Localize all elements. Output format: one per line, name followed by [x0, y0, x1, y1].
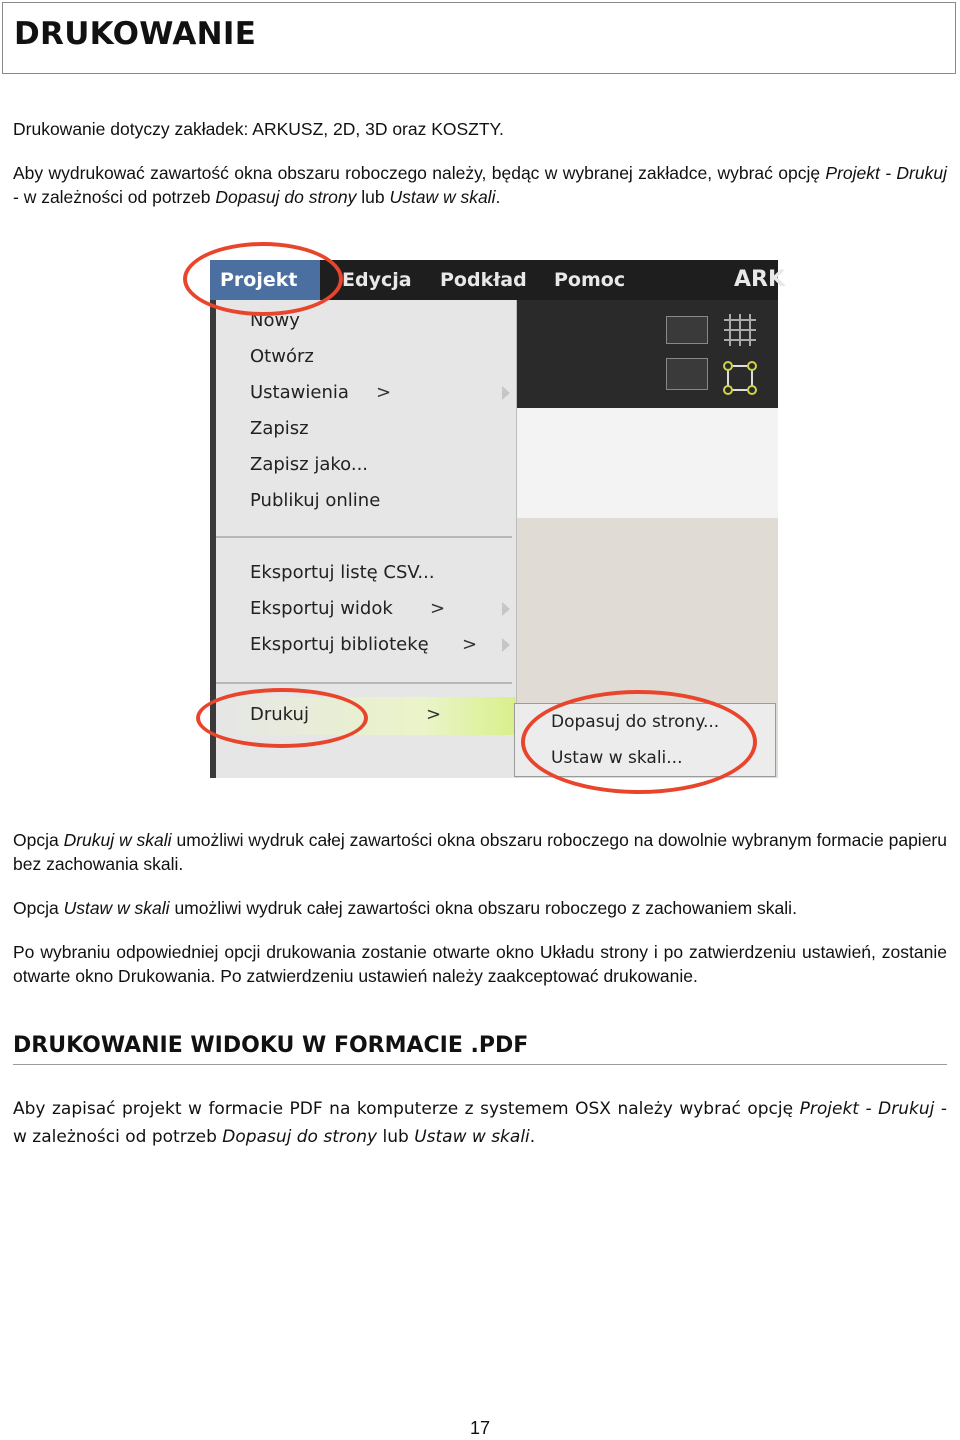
- submenu-item-dopasuj[interactable]: Dopasuj do strony...: [551, 712, 720, 732]
- highlight-ring-projekt: [183, 242, 343, 316]
- paragraph-drukuj-w-skali: [13, 828, 947, 876]
- menu-item-publikuj[interactable]: Publikuj online: [250, 490, 381, 511]
- text-run: .: [529, 1127, 536, 1147]
- menu-projekt[interactable]: Projekt: [210, 260, 320, 300]
- text-run: - w zależności od potrzeb: [13, 1099, 947, 1147]
- text-run: Aby zapisać projekt w formacie PDF na komputerze z systemem OSX należy wybrać opcję: [13, 1099, 800, 1119]
- menu-podklad[interactable]: Podkład: [440, 269, 527, 291]
- menu-item-drukuj[interactable]: Drukuj: [250, 704, 309, 725]
- menu-pomoc[interactable]: Pomoc: [554, 269, 626, 291]
- menu-item-otworz[interactable]: Otwórz: [250, 346, 314, 367]
- page-number: 17: [469, 1418, 491, 1438]
- toolbar: [510, 300, 778, 408]
- text-run: Opcja: [13, 830, 64, 850]
- submenu-arrow: >: [462, 634, 478, 655]
- italic-run: Projekt - Drukuj: [799, 1099, 935, 1119]
- menu-item-eksport-csv[interactable]: Eksportuj listę CSV...: [250, 562, 435, 583]
- italic-run: Ustaw w skali: [389, 187, 496, 207]
- menu-separator: [216, 682, 512, 684]
- menu-edycja[interactable]: Edycja: [342, 269, 412, 291]
- text-run: - w zależności od potrzeb: [13, 187, 216, 207]
- italic-run: Projekt - Drukuj: [825, 163, 947, 183]
- submenu-arrow: >: [376, 382, 392, 403]
- menu-item-ustawienia[interactable]: Ustawienia: [250, 382, 349, 403]
- italic-run: Ustaw w skali: [414, 1127, 530, 1147]
- menu-separator: [216, 536, 512, 538]
- italic-run: Dopasuj do strony: [222, 1127, 378, 1147]
- menu-item-zapisz-jako[interactable]: Zapisz jako...: [250, 454, 369, 475]
- italic-run: Dopasuj do strony: [215, 187, 357, 207]
- text-run: Opcja: [13, 898, 64, 918]
- section-heading-pdf: DRUKOWANIE WIDOKU W FORMACIE .PDF: [13, 1033, 947, 1065]
- menu-item-zapisz[interactable]: Zapisz: [250, 418, 309, 439]
- text-run: lub: [377, 1127, 415, 1147]
- stepper-tool[interactable]: [666, 316, 708, 344]
- arrows-tool[interactable]: [666, 358, 708, 390]
- menu-item-nowy[interactable]: Nowy: [250, 310, 300, 331]
- text-run: lub: [356, 187, 390, 207]
- paragraph-okno-ukladu: Po wybraniu odpowiedniej opcji drukowania zostanie otwarte okno Układu strony i po zatwierdzeniu ustawień, zostanie otwarte okno Drukowania. Po zatwierdzeniu ustawień należy zaakceptować drukowanie.: [13, 942, 947, 986]
- canvas-area: [510, 408, 778, 518]
- grid-icon[interactable]: [720, 310, 760, 350]
- submenu-arrow: >: [430, 598, 446, 619]
- intro-paragraph-2: [13, 161, 947, 209]
- text-run: umożliwi wydruk całej zawartości okna obszaru roboczego z zachowaniem skali.: [169, 898, 797, 918]
- submenu-triangle-icon: [502, 602, 510, 616]
- page-title-box: [2, 2, 956, 74]
- highlight-ring-submenu: [521, 690, 757, 794]
- menu-ark[interactable]: ARK: [734, 267, 786, 292]
- italic-run: Drukuj w skali: [63, 830, 172, 850]
- snap-points-icon[interactable]: [720, 358, 762, 398]
- text-run: .: [495, 187, 501, 207]
- paragraph-pdf: [13, 1095, 947, 1151]
- menu-item-eksport-widok[interactable]: Eksportuj widok: [250, 598, 393, 619]
- menu-item-eksport-bib[interactable]: Eksportuj bibliotekę: [250, 634, 429, 655]
- submenu-triangle-icon: [502, 638, 510, 652]
- paragraph-ustaw-w-skali: [13, 896, 947, 920]
- text-run: umożliwi wydruk całej zawartości okna obszaru roboczego na dowolnie wybranym formacie papieru bez zachowania skali.: [13, 830, 947, 874]
- intro-paragraph-1: Drukowanie dotyczy zakładek: ARKUSZ, 2D, 3D oraz KOSZTY.: [13, 119, 504, 139]
- submenu-item-ustaw[interactable]: Ustaw w skali...: [551, 748, 683, 768]
- page-title: DRUKOWANIE: [14, 16, 257, 52]
- italic-run: Ustaw w skali: [63, 898, 170, 918]
- text-run: Aby wydrukować zawartość okna obszaru roboczego należy, będąc w wybranej zakładce, wybrać opcję: [13, 163, 826, 183]
- submenu-arrow: >: [426, 704, 442, 725]
- highlight-ring-drukuj: [196, 688, 368, 748]
- submenu-triangle-icon: [502, 386, 510, 400]
